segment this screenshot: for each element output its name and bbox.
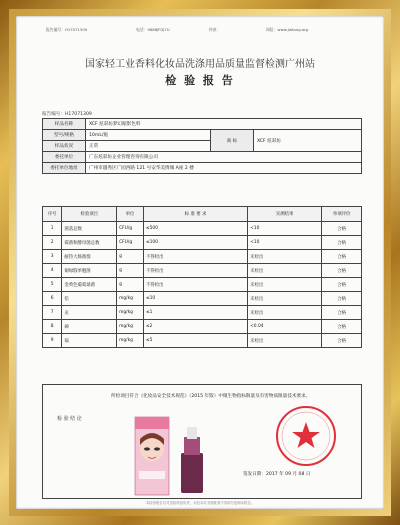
item-standard: ≤10 <box>143 292 247 306</box>
conclusion-box <box>42 384 362 499</box>
items-header-row <box>43 207 362 222</box>
item-standard: 不得检出 <box>143 264 247 278</box>
table-row <box>43 222 362 236</box>
issue-date: 签发日期：2017 年 09 月 08 日 <box>243 472 311 477</box>
item-evaluation: 合格 <box>322 222 362 236</box>
client-label: 委托单位 <box>43 152 86 163</box>
item-standard: ≤500 <box>143 222 247 236</box>
sample-name-value: XCF 炫彩坊梦幻眼影色料 <box>86 119 362 130</box>
model-value: 10mL/瓶 <box>86 130 211 141</box>
col-name: 检验项目 <box>62 207 117 222</box>
product-image <box>129 415 229 497</box>
address-label: 委托单位地址 <box>43 163 86 174</box>
item-evaluation: 合格 <box>322 236 362 250</box>
item-evaluation: 合格 <box>322 250 362 264</box>
test-items-table <box>42 206 362 348</box>
item-no: 5 <box>43 278 62 292</box>
header-fax: 传真： <box>209 27 221 32</box>
address-value: 广州市越秀区广园西路 121 号安华美博城 A座 2 楼 <box>86 163 362 174</box>
item-name: 镉 <box>62 334 117 348</box>
item-name: 铅 <box>62 292 117 306</box>
item-unit: mg/kg <box>117 334 144 348</box>
report-paper <box>16 16 384 509</box>
item-unit: g <box>117 250 144 264</box>
table-row <box>43 320 362 334</box>
item-name: 金黄色葡萄球菌 <box>62 278 117 292</box>
col-standard: 标 准 要 求 <box>143 207 247 222</box>
item-unit: g <box>117 264 144 278</box>
item-name: 汞 <box>62 306 117 320</box>
header-website: 网址：www.jiatong.org <box>266 27 309 32</box>
item-unit: mg/kg <box>117 292 144 306</box>
item-standard: 不得检出 <box>143 250 247 264</box>
item-name: 砷 <box>62 320 117 334</box>
item-standard: ≤2 <box>143 320 247 334</box>
table-row <box>43 236 362 250</box>
brand-label: 商 标 <box>211 130 254 152</box>
info-row-model <box>43 130 362 141</box>
item-evaluation: 合格 <box>322 278 362 292</box>
item-no: 9 <box>43 334 62 348</box>
item-result: 未检出 <box>248 250 322 264</box>
item-no: 1 <box>43 222 62 236</box>
item-no: 6 <box>43 292 62 306</box>
item-no: 3 <box>43 250 62 264</box>
item-result: 未检出 <box>248 278 322 292</box>
item-unit: CFU/g <box>117 222 144 236</box>
item-result: 未检出 <box>248 306 322 320</box>
table-row <box>43 292 362 306</box>
table-row <box>43 250 362 264</box>
item-unit: mg/kg <box>117 306 144 320</box>
status-value: 正常 <box>86 141 211 152</box>
status-label: 样品状况 <box>43 141 86 152</box>
col-evaluation: 单项评价 <box>322 207 362 222</box>
item-evaluation: 合格 <box>322 334 362 348</box>
header-report-no: 报告编号：H17071309 <box>46 27 88 32</box>
item-name: 铜绿假单胞菌 <box>62 264 117 278</box>
org-title: 国家轻工业香料化妆品洗涤用品质量监督检测广州站 <box>85 59 315 70</box>
item-evaluation: 合格 <box>322 306 362 320</box>
col-result: 实测结果 <box>248 207 322 222</box>
footer-note: 本检验报告仅对送检样品负责，未经本站书面批准不得部分复制本报告。 <box>145 501 255 505</box>
table-row <box>43 334 362 348</box>
item-standard: ≤5 <box>143 334 247 348</box>
table-row <box>43 278 362 292</box>
item-no: 2 <box>43 236 62 250</box>
item-result: <10 <box>248 236 322 250</box>
item-result: 未检出 <box>248 292 322 306</box>
item-no: 7 <box>43 306 62 320</box>
item-no: 4 <box>43 264 62 278</box>
sample-name-label: 样品名称 <box>43 119 86 130</box>
item-evaluation: 合格 <box>322 264 362 278</box>
table-row <box>43 264 362 278</box>
col-no: 序号 <box>43 207 62 222</box>
item-name: 耐热大肠菌群 <box>62 250 117 264</box>
info-row-sample-name <box>43 119 362 130</box>
model-label: 型号/规格 <box>43 130 86 141</box>
item-result: 未检出 <box>248 334 322 348</box>
item-result: <10 <box>248 222 322 236</box>
item-name: 霉菌和酵母菌总数 <box>62 236 117 250</box>
brand-value: XCF 炫彩坊 <box>254 130 362 152</box>
table-row <box>43 306 362 320</box>
item-result: <0.04 <box>248 320 322 334</box>
info-row-address <box>43 163 362 174</box>
item-result: 未检出 <box>248 264 322 278</box>
info-row-client <box>43 152 362 163</box>
item-standard: ≤1 <box>143 306 247 320</box>
sample-info-table <box>42 118 362 174</box>
item-unit: g <box>117 278 144 292</box>
col-unit: 单位 <box>117 207 144 222</box>
report-title: 检 验 报 告 <box>165 74 235 87</box>
item-unit: mg/kg <box>117 320 144 334</box>
item-unit: CFU/g <box>117 236 144 250</box>
item-standard: 不得检出 <box>143 278 247 292</box>
item-evaluation: 合格 <box>322 292 362 306</box>
item-evaluation: 合格 <box>322 320 362 334</box>
item-no: 8 <box>43 320 62 334</box>
item-standard: ≤100 <box>143 236 247 250</box>
conclusion-label: 检 验 结 论 <box>57 416 82 422</box>
conclusion-text: 所检项目符合《化妆品安全技术规范》（2015 年版）中微生物指标限量及有害物质限量技术要求。 <box>111 394 311 399</box>
official-stamp <box>275 405 337 467</box>
header-tel: 电话：9888JFGJ7U <box>136 27 170 32</box>
client-value: 广东炫彩坊企业管理咨询有限公司 <box>86 152 362 163</box>
report-number: 报告编号：H17071309 <box>42 112 92 117</box>
item-name: 菌落总数 <box>62 222 117 236</box>
